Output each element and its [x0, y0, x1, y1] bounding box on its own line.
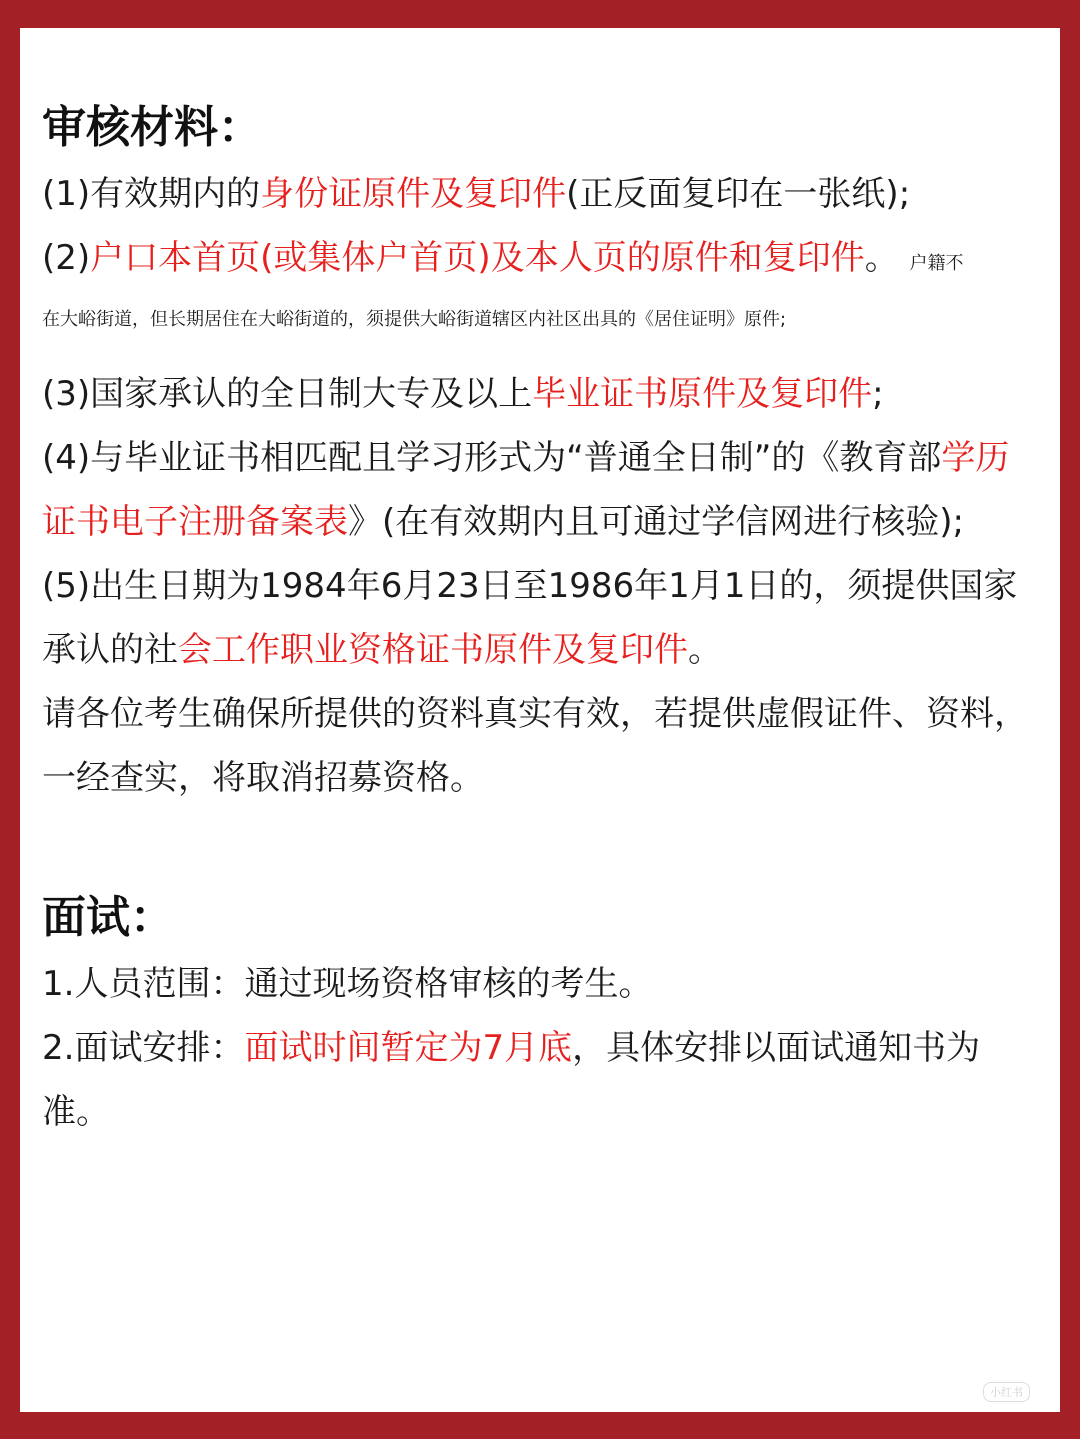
review-materials-heading: 审核材料： [42, 102, 262, 153]
item-2-highlight: 户口本首页(或集体户首页)及本人页的原件和复印件 [90, 238, 865, 278]
notice-paragraph: 请各位考生确保所提供的资料真实有效，若提供虚假证件、资料，一经查实，将取消招募资格。 [42, 694, 1028, 798]
item-4-highlight: 学历证书电子注册备案表 [42, 438, 1010, 542]
watermark-logo: 小红书 [983, 1382, 1030, 1402]
item-2: (2)户口本首页(或集体户首页)及本人页的原件和复印件。 户籍不 [42, 238, 964, 278]
interview-item-2-highlight: 面试时间暂定为7月底 [244, 1028, 573, 1068]
item-5-highlight: 会工作职业资格证书原件及复印件 [178, 630, 688, 670]
item-4: (4)与毕业证书相匹配且学习形式为“普通全日制”的《教育部学历证书电子注册备案表》(在有效期内且可通过学信网进行核验); [42, 438, 1010, 542]
item-3: (3)国家承认的全日制大专及以上毕业证书原件及复印件; [42, 374, 884, 414]
item-5: (5)出生日期为1984年6月23日至1986年1月1日的，须提供国家承认的社会工作职业资格证书原件及复印件。 [42, 566, 1018, 670]
item-1: (1)有效期内的身份证原件及复印件(正反面复印在一张纸); [42, 174, 911, 214]
interview-item-2: 2.面试安排：面试时间暂定为7月底，具体安排以面试通知书为准。 [42, 1028, 981, 1132]
item-2-note-start: 户籍不 [909, 253, 964, 274]
item-3-highlight: 毕业证书原件及复印件 [532, 374, 873, 414]
item-2-note: 在大峪街道，但长期居住在大峪街道的，须提供大峪街道辖区内社区出具的《居住证明》原件; [42, 309, 787, 330]
item-1-highlight: 身份证原件及复印件 [260, 174, 567, 214]
content-card [20, 28, 1060, 1412]
article-body [42, 98, 1042, 1144]
interview-item-1: 1.人员范围：通过现场资格审核的考生。 [42, 964, 653, 1004]
interview-heading: 面试： [42, 892, 174, 943]
